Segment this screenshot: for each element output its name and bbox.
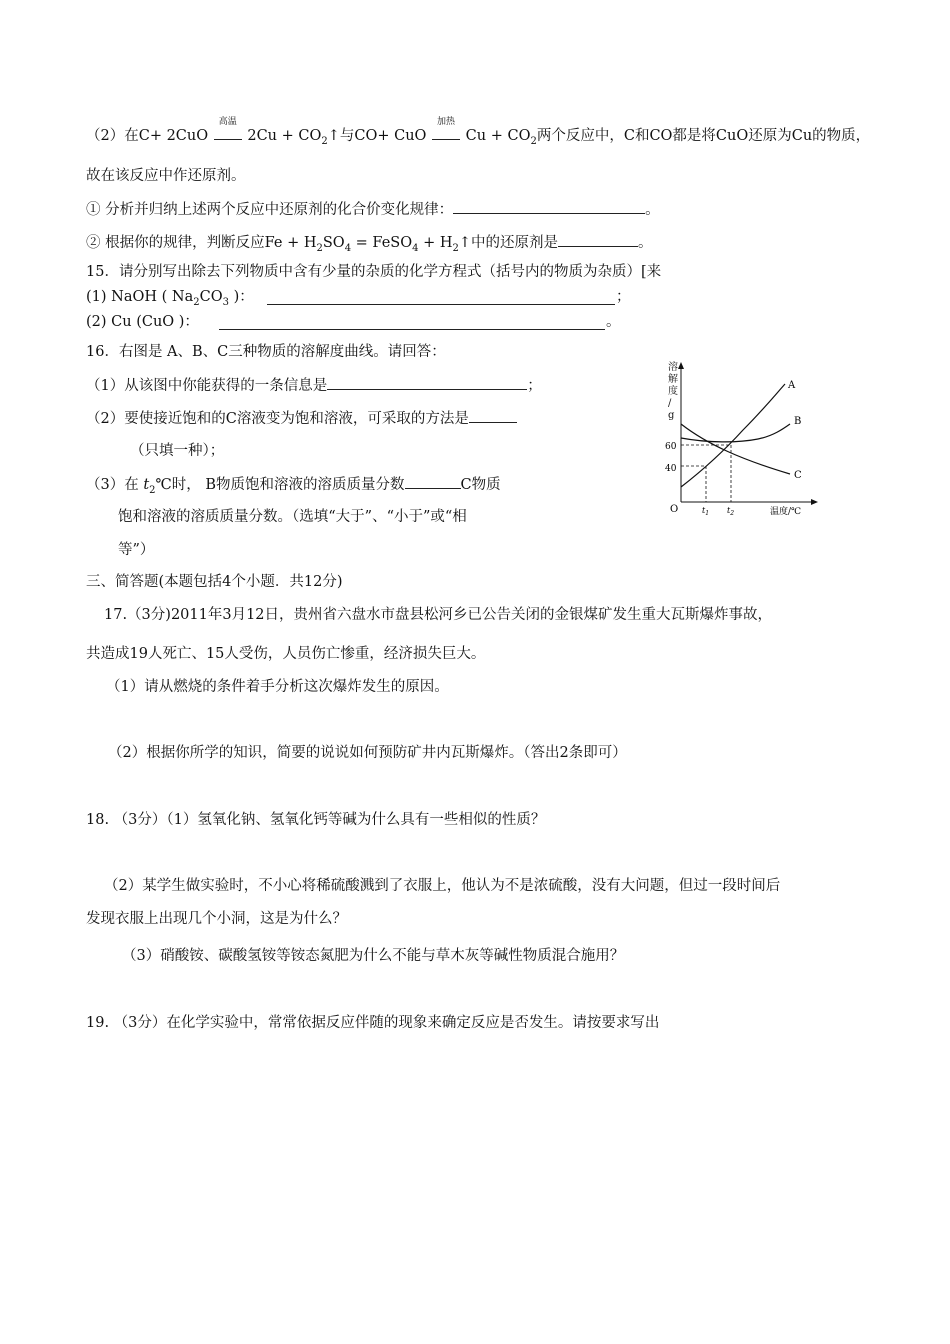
curve-C [681,424,790,474]
answer-blank[interactable] [453,199,645,214]
text: 2Cu + CO [247,128,322,144]
condition-heat [431,117,461,146]
series-label-A: A [788,380,796,391]
text: （2）在C+ 2CuO [86,128,209,144]
y-axis-arrow [678,362,684,369]
q15-item2: (2) Cu (CuO )： [86,314,199,330]
q16-sub3-line2: 饱和溶液的溶质质量分数。（选填“大于”、“小于”或“相 [118,509,467,525]
q18-sub3: （3）硝酸铵、碳酸氢铵等铵态氮肥为什么不能与草木灰等碱性物质混合施用？ [122,948,625,964]
text: ； [527,378,542,394]
q17-sub2: （2）根据你所学的知识，简要的说说如何预防矿井内瓦斯爆炸。（答出2条即可） [108,745,627,761]
text: 。 [638,235,653,251]
condition-label: 高温 [218,117,237,127]
section3-title: 三、简答题(本题包括4个小题．共12分) [86,574,343,590]
text: Cu + CO [465,128,531,144]
q14-intro-line [86,117,871,152]
text: 。 [645,202,660,218]
text: ↑与CO+ CuO [327,128,427,144]
solubility-chart [648,360,828,520]
q15-title: 15．请分别写出除去下列物质中含有少量的杂质的化学方程式（括号内的物质为杂质）[来 [86,264,662,280]
q18-sub2-line2: 发现衣服上出现几个小洞，这是为什么？ [86,911,347,927]
subscript: 4 [344,242,352,254]
text: （2）要使接近饱和的C溶液变为饱和溶液，可采取的方法是 [86,411,469,427]
q19-line1: 19. （3分）在化学实验中，常常依据反应伴随的现象来确定反应是否发生。请按要求写出 [86,1015,660,1031]
q14-intro-line2: 故在该反应中作还原剂。 [86,168,246,184]
q18-line1: 18. （3分）（1）氢氧化钠、氢氧化钙等碱为什么具有一些相似的性质？ [86,812,546,828]
subscript: 2 [316,242,323,254]
q15-item2-end: 。 [606,314,621,330]
text: ② 根据你的规律，判断反应Fe + H [86,235,317,251]
origin-label: O [670,504,679,515]
q14-sub2 [86,232,653,259]
ylabel-char: 解 [668,374,678,385]
text: )： [228,289,254,305]
q16-sub2-line2: （只填一种）； [130,443,225,459]
text: （3）在 [86,477,144,493]
subscript: 4 [412,242,419,254]
q16-sub3 [86,474,501,501]
q16-title: 16．右图是 A、B、C三种物质的溶解度曲线。请回答： [86,344,446,360]
y-tick-40: 40 [665,464,677,474]
text: ℃时， B物质饱和溶液的溶质质量分数 [155,477,405,493]
q17-sub1: （1）请从燃烧的条件着手分析这次爆炸发生的原因。 [106,679,449,695]
answer-blank[interactable] [558,232,638,247]
q15-item1 [86,287,254,313]
text: = FeSO [351,235,413,251]
subscript: 2 [193,296,200,308]
series-label-B: B [794,416,802,427]
q15-item2-blank[interactable] [219,315,605,330]
curve-B [681,424,790,442]
y-tick-60: 60 [665,442,677,452]
ylabel-char: 溶 [668,362,678,373]
series-label-C: C [794,470,802,481]
q14-sub1 [86,199,660,220]
x-tick-t1: $t_1$ [702,506,710,517]
text: 两个反应中，C和CO都是将CuO还原为Cu的物质， [536,128,871,144]
subscript: 2 [530,135,537,147]
q16-sub1 [86,375,542,396]
x-axis-label: 温度/℃ [770,507,802,517]
q17-line2: 共造成19人死亡、15人受伤，人员伤亡惨重，经济损失巨大。 [86,646,486,662]
text: (1) NaOH ( Na [86,289,194,305]
answer-blank[interactable] [327,375,527,390]
subscript: 2 [452,242,459,254]
ylabel-char: 度 [668,386,678,397]
condition-bar [432,133,460,140]
text: （1）从该图中你能获得的一条信息是 [86,378,328,394]
text: C物质 [460,477,501,493]
ylabel-char: g [668,410,675,421]
subscript: 2 [149,484,156,496]
q15-item1-blank[interactable] [267,290,615,305]
condition-high-temp [213,117,243,146]
answer-blank[interactable] [405,474,461,489]
ylabel-char: / [668,398,672,409]
text: + H [418,235,453,251]
text: ↑中的还原剂是 [458,235,559,251]
x-tick-t2: $t_2$ [727,506,735,517]
text: CO [199,289,223,305]
q16-sub3-line3: 等”） [118,542,155,558]
condition-bar [214,133,242,140]
text: SO [322,235,345,251]
condition-label: 加热 [437,117,456,127]
q18-sub2-line1: （2）某学生做实验时，不小心将稀硫酸溅到了衣服上，他认为不是浓硫酸，没有大问题，但过一段时间后 [104,878,781,894]
q16-sub2 [86,408,517,429]
text: ① 分析并归纳上述两个反应中还原剂的化合价变化规律： [86,202,454,218]
subscript: 2 [321,135,328,147]
subscript: 3 [222,296,229,308]
answer-blank[interactable] [469,408,517,423]
q17-line1: 17.（3分)2011年3月12日，贵州省六盘水市盘县松河乡已公告关闭的金银煤矿发生重大瓦斯爆炸事故， [104,607,773,623]
text: t [143,477,150,493]
x-axis-arrow [811,499,818,505]
q15-item1-end: ； [616,289,631,305]
